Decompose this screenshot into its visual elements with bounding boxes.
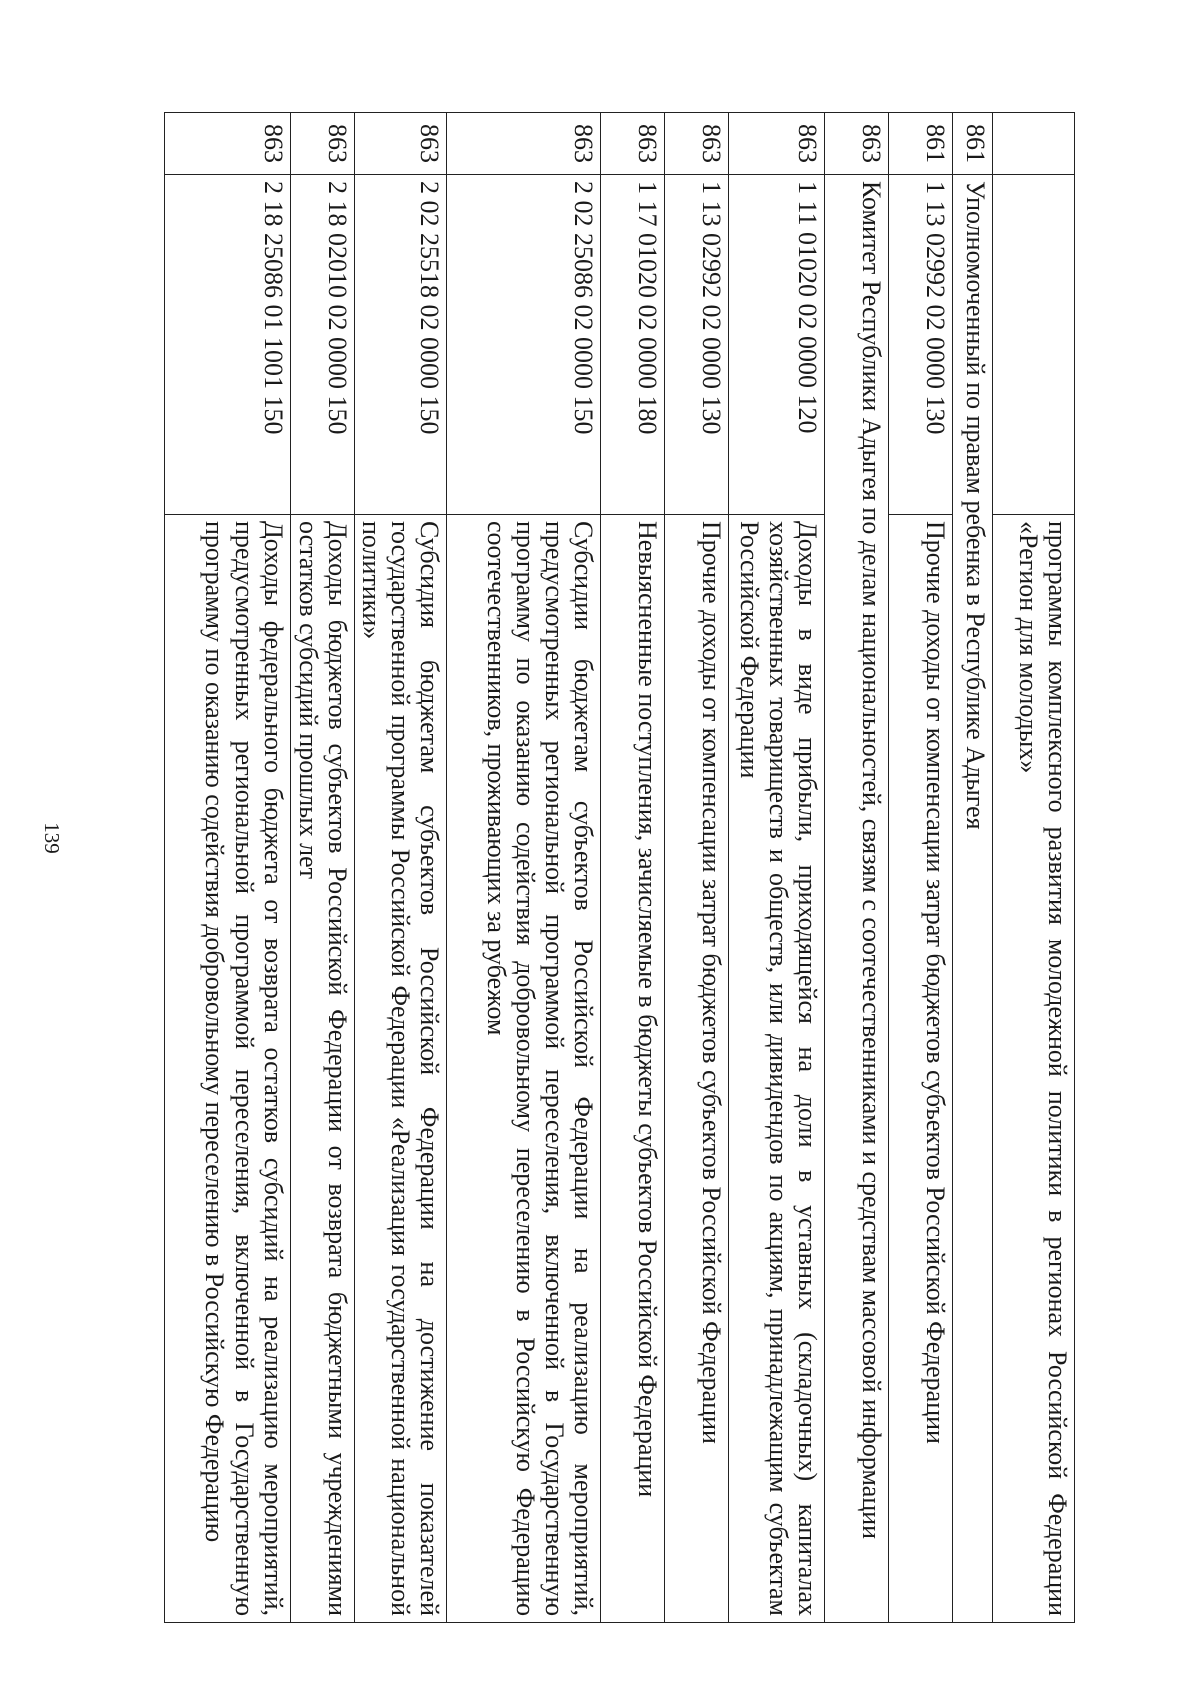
revenue-name-cell: Доходы в виде прибыли, приходящейся на доли в уставных (складочных) капиталах хозяйственных товариществ и обществ, или дивидендов по акциям, принадлежащим субъектам Российской Федерации [729, 515, 825, 1623]
revenue-name-cell: Доходы федерального бюджета от возврата остатков субсидий на реализацию мероприятий, предусмотренных региональной программой переселения, включенной в Государственную программу по оказанию содействия добровольному переселению в Российскую Федерацию [164, 515, 290, 1623]
revenue-code-cell: 1 13 02992 02 0000 130 [665, 175, 729, 515]
revenue-code-cell: 2 18 02010 02 0000 150 [290, 175, 354, 515]
table-row [354, 113, 446, 1623]
admin-code-cell: 863 [601, 113, 665, 175]
revenue-code-cell: 2 02 25518 02 0000 150 [354, 175, 446, 515]
admin-code-cell: 863 [665, 113, 729, 175]
revenue-name-cell: Субсидия бюджетам субъектов Российской Федерации на достижение показателей государственной программы Российской Федерации «Реализация государственной национальной политики» [354, 515, 446, 1623]
revenue-code-cell: 1 17 01020 02 0000 180 [601, 175, 665, 515]
section-row [825, 113, 889, 1623]
revenue-code-cell: 1 13 02992 02 0000 130 [889, 175, 953, 515]
table-row [164, 113, 290, 1623]
rotated-table-frame [200, 112, 1075, 1622]
section-row [953, 113, 993, 1623]
table-row [447, 113, 601, 1623]
admin-code-cell: 863 [290, 113, 354, 175]
table-row [993, 113, 1075, 1623]
admin-code-cell: 863 [729, 113, 825, 175]
revenue-name-cell: Невыясненные поступления, зачисляемые в бюджеты субъектов Российской Федерации [601, 515, 665, 1623]
admin-code-cell [993, 113, 1075, 175]
revenue-table [164, 112, 1075, 1623]
revenue-name-cell: Субсидии бюджетам субъектов Российской Федерации на реализацию мероприятий, предусмотренных региональной программой переселения, включенной в Государственную программу по оказанию содействия добровольному переселению в Российскую Федерацию соотечественников, проживающих за рубежом [447, 515, 601, 1623]
table-row [290, 113, 354, 1623]
revenue-code-cell: 2 18 25086 01 1001 150 [164, 175, 290, 515]
admin-code-cell: 861 [889, 113, 953, 175]
admin-code-cell: 863 [825, 113, 889, 175]
revenue-code-cell: 1 11 01020 02 0000 120 [729, 175, 825, 515]
table-row [889, 113, 953, 1623]
admin-code-cell: 863 [164, 113, 290, 175]
revenue-code-cell: 2 02 25086 02 0000 150 [447, 175, 601, 515]
table-row [665, 113, 729, 1623]
table-row [729, 113, 825, 1623]
revenue-name-cell: Доходы бюджетов субъектов Российской Федерации от возврата бюджетными учреждениями остатков субсидий прошлых лет [290, 515, 354, 1623]
admin-code-cell: 861 [953, 113, 993, 175]
revenue-code-cell [993, 175, 1075, 515]
admin-code-cell: 863 [447, 113, 601, 175]
page-number: 139 [40, 822, 64, 854]
revenue-name-cell: программы комплексного развития молодежной политики в регионах Российской Федерации «Регион для молодых» [993, 515, 1075, 1623]
revenue-name-cell: Прочие доходы от компенсации затрат бюджетов субъектов Российской Федерации [665, 515, 729, 1623]
revenue-name-cell: Прочие доходы от компенсации затрат бюджетов субъектов Российской Федерации [889, 515, 953, 1623]
section-title-cell: Комитет Республики Адыгея по делам национальностей, связям с соотечественниками и средствам массовой информации [825, 175, 889, 1623]
admin-code-cell: 863 [354, 113, 446, 175]
table-row [601, 113, 665, 1623]
section-title-cell: Уполномоченный по правам ребенка в Республике Адыгея [953, 175, 993, 1623]
